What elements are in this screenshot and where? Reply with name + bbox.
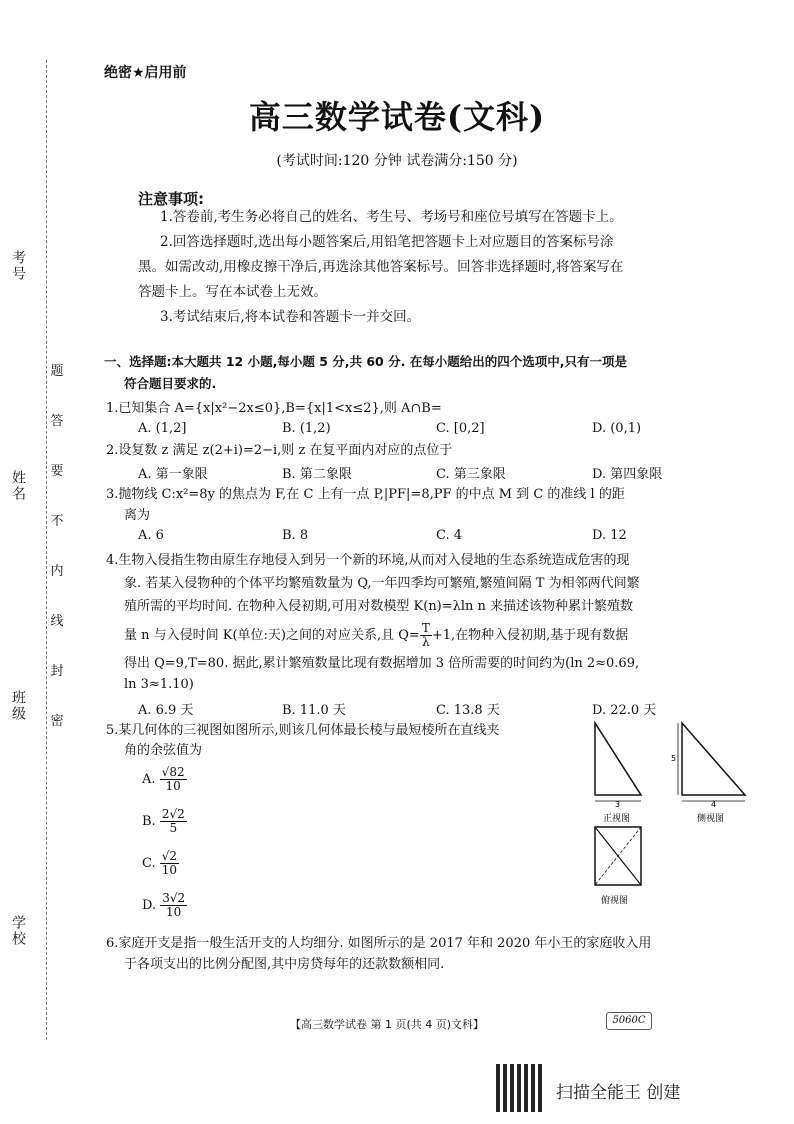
school-label: 学校 xyxy=(10,915,26,947)
page-footer: 【高三数学试卷 第 1 页(共 4 页)文科】 xyxy=(290,1018,485,1031)
q2-option-a: A. 第一象限 xyxy=(138,467,208,482)
three-view-figure xyxy=(585,715,755,910)
section-heading-cont: 符合题目要求的. xyxy=(124,376,217,391)
q5-option-a xyxy=(142,766,187,793)
q2-option-c: C. 第三象限 xyxy=(436,467,506,482)
question-4-line xyxy=(124,622,628,649)
question-2-stem: 2.设复数 z 满足 z(2+i)=2−i,则 z 在复平面内对应的点位于 xyxy=(106,443,453,458)
q5-c-den: 10 xyxy=(161,863,178,877)
question-4-line: ln 3≈1.10) xyxy=(124,677,194,692)
q5-a-fraction xyxy=(160,766,187,793)
q4-option-a: A. 6.9 天 xyxy=(138,703,194,718)
q5-b-fraction xyxy=(160,808,187,835)
seal-char: 题 xyxy=(50,364,64,379)
q1-option-c: C. [0,2] xyxy=(436,421,485,436)
side-view-shape xyxy=(682,723,745,795)
side-dim-v-label: 5 xyxy=(671,754,677,763)
seal-char: 要 xyxy=(50,464,64,479)
q5-a-num: √82 xyxy=(161,765,185,779)
q5-d-label: D. xyxy=(142,898,157,913)
q1-option-a: A. (1,2] xyxy=(138,421,187,436)
q4-option-d: D. 22.0 天 xyxy=(592,703,657,718)
q4-fraction xyxy=(420,622,432,649)
q5-c-label: C. xyxy=(142,856,156,871)
exam-code-badge: 5060C xyxy=(606,1012,652,1030)
question-5-line: 5.某几何体的三视图如图所示,则该几何体最长棱与最短棱所在直线夹 xyxy=(106,723,500,738)
q5-option-c xyxy=(142,850,179,877)
q4-text-a: 量 n 与入侵时间 K(单位:天)之间的对应关系,且 Q= xyxy=(124,628,420,643)
question-6-line: 6.家庭开支是指一般生活开支的人均细分. 如图所示的是 2017 年和 2020 年小王的家庭收入用 xyxy=(106,936,652,951)
notice-item: 1.答卷前,考生务必将自己的姓名、考生号、考场号和座位号填写在答题卡上。 xyxy=(160,209,623,225)
notice-item: 3.考试结束后,将本试卷和答题卡一并交回。 xyxy=(160,309,421,325)
page-title: 高三数学试卷(文科) xyxy=(248,98,546,136)
exam-no-label: 考号 xyxy=(10,250,26,282)
seal-char: 线 xyxy=(50,614,64,629)
side-view-label: 侧视图 xyxy=(697,814,725,824)
q5-d-den: 10 xyxy=(166,905,182,919)
front-view-shape xyxy=(595,723,641,795)
question-5-line: 角的余弦值为 xyxy=(124,743,203,758)
q1-option-d: D. (0,1) xyxy=(592,421,642,436)
front-view-label: 正视图 xyxy=(603,814,631,824)
question-1-stem: 1.已知集合 A={x|x²−2x≤0},B={x|1<x≤2},则 A∩B= xyxy=(106,401,442,416)
section-heading: 一、选择题:本大题共 12 小题,每小题 5 分,共 60 分. 在每小题给出的四个选项中,只有一项是 xyxy=(104,354,627,369)
q5-a-label: A. xyxy=(142,772,156,787)
question-4-line: 殖所需的平均时间. 在物种入侵初期,可用对数模型 K(n)=λln n 来描述该物种累计繁殖数 xyxy=(124,599,634,614)
qr-code-icon xyxy=(496,1064,544,1112)
seal-char: 封 xyxy=(50,664,64,679)
q1-option-b: B. (1,2) xyxy=(282,421,331,436)
q3-option-b: B. 8 xyxy=(282,528,309,543)
question-4-line: 得出 Q=9,T=80. 据此,累计繁殖数量比现有数据增加 3 倍所需要的时间约为(ln 2≈0.69, xyxy=(124,656,640,671)
question-3-stem-cont: 离为 xyxy=(124,508,151,523)
q4-frac-numerator: T xyxy=(421,621,430,635)
q5-c-num: √2 xyxy=(161,849,178,863)
question-4-line: 4.生物入侵指生物由原生存地侵入到另一个新的环境,从而对入侵地的生态系统造成危害的现 xyxy=(106,553,630,568)
top-view-label: 俯视图 xyxy=(601,896,629,906)
q2-option-b: B. 第二象限 xyxy=(282,467,352,482)
q3-option-c: C. 4 xyxy=(436,528,463,543)
side-dim-h-label: 4 xyxy=(711,800,717,809)
notice-heading: 注意事项: xyxy=(138,190,204,208)
q4-option-c: C. 13.8 天 xyxy=(436,703,500,718)
notice-item: 黑。如需改动,用橡皮擦干净后,再选涂其他答案标号。回答非选择题时,将答案写在 xyxy=(138,259,624,275)
q5-b-num: 2√2 xyxy=(161,807,185,821)
front-dim-label: 3 xyxy=(615,800,621,809)
q5-c-fraction xyxy=(160,850,179,877)
name-label: 姓名 xyxy=(10,470,26,502)
q5-d-num: 3√2 xyxy=(162,891,186,905)
three-view-svg xyxy=(585,715,755,910)
seal-char: 不 xyxy=(50,514,64,529)
seal-char: 内 xyxy=(50,564,64,579)
seal-char: 答 xyxy=(50,414,64,429)
q2-option-d: D. 第四象限 xyxy=(592,467,663,482)
notice-item: 2.回答选择题时,选出每小题答案后,用铅笔把答题卡上对应题目的答案标号涂 xyxy=(160,234,614,250)
q4-option-b: B. 11.0 天 xyxy=(282,703,346,718)
q5-b-label: B. xyxy=(142,814,156,829)
q5-d-fraction xyxy=(160,892,187,919)
seal-line xyxy=(46,60,47,1040)
question-6-line: 于各项支出的比例分配图,其中房贷每年的还款数额相同. xyxy=(124,957,445,972)
q3-option-a: A. 6 xyxy=(138,528,164,543)
question-4-line: 象. 若某入侵物种的个体平均繁殖数量为 Q,一年四季均可繁殖,繁殖间隔 T 为相邻两代间繁 xyxy=(124,576,640,591)
question-3-stem: 3.抛物线 C:x²=8y 的焦点为 F,在 C 上有一点 P,|PF|=8,PF 的中点 M 到 C 的准线 l 的距 xyxy=(106,487,625,502)
seal-char: 密 xyxy=(50,714,64,729)
q4-frac-denominator: λ xyxy=(422,635,430,649)
scanner-watermark: 扫描全能王 创建 xyxy=(556,1083,681,1103)
notice-item: 答题卡上。写在本试卷上无效。 xyxy=(138,284,327,300)
class-label: 班级 xyxy=(10,690,26,722)
exam-info: (考试时间:120 分钟 试卷满分:150 分) xyxy=(276,153,518,169)
q3-option-d: D. 12 xyxy=(592,528,627,543)
q4-text-b: +1,在物种入侵初期,基于现有数据 xyxy=(431,628,629,643)
top-secret-label: 绝密★启用前 xyxy=(104,65,187,81)
q5-option-d xyxy=(142,892,187,919)
q5-option-b xyxy=(142,808,187,835)
q5-a-den: 10 xyxy=(165,779,181,793)
q5-b-den: 5 xyxy=(169,821,178,835)
